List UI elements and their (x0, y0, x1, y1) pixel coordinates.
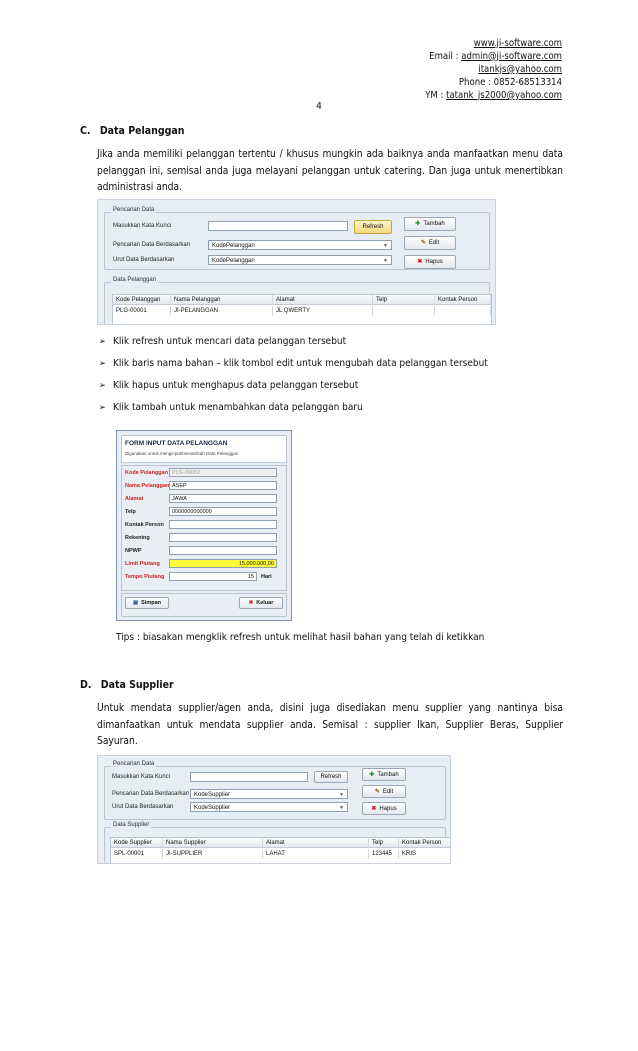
name-input[interactable]: ASEP (169, 481, 277, 490)
email-link[interactable]: admin@ji-software.com (461, 51, 562, 62)
x-icon: ✖ (371, 806, 377, 812)
section-d-title: Data Supplier (100, 679, 174, 691)
chevron-down-icon: ▼ (339, 805, 344, 811)
refresh-button[interactable]: Refresh (354, 220, 392, 234)
search-group-title: Pencarian Data (113, 761, 155, 767)
section-c-heading (80, 125, 185, 137)
section-d-letter: D. (80, 679, 92, 691)
field-label: Limit Piutang (125, 561, 160, 567)
sort-by-label: Urut Data Berdasarkan (112, 804, 174, 810)
ym-link[interactable]: tatank_js2000@yahoo.com (446, 90, 562, 101)
arrow-bullet-icon: ➢ (99, 403, 106, 413)
col-header[interactable]: Nama Supplier (163, 838, 263, 848)
col-header[interactable]: Alamat (273, 295, 373, 305)
col-header[interactable]: Telp (369, 838, 399, 848)
col-header[interactable]: Kode Pelanggan (113, 295, 171, 305)
phone-line: Phone : 0852-68513314 (458, 77, 562, 88)
credit-limit-input[interactable]: 15.000.000,00 (169, 559, 277, 568)
code-input[interactable]: PLG-00002 (169, 468, 277, 477)
search-group-title: Pencarian Data (113, 207, 155, 213)
form-subtitle: Digunakan untuk menginput/menambah Data Pelanggan (125, 451, 239, 456)
col-header[interactable]: Kode Supplier (111, 838, 163, 848)
field-label: Nama Pelanggan (125, 483, 170, 489)
pencil-icon: ✎ (374, 789, 380, 795)
cell: 123445 (369, 849, 399, 859)
chevron-down-icon: ▼ (383, 258, 388, 264)
email-line: Email : admin@ji-software.com (429, 51, 562, 62)
plus-icon: ✚ (415, 221, 421, 227)
phone-input[interactable]: 0000000000000 (169, 507, 277, 516)
sort-by-select[interactable]: KodeSupplier ▼ (190, 802, 348, 812)
account-input[interactable] (169, 533, 277, 542)
section-c-title: Data Pelanggan (99, 125, 185, 137)
supplier-screen (97, 755, 451, 864)
field-label: Tempo Piutang (125, 574, 165, 580)
cell: JL QWERTY (273, 306, 373, 316)
search-by-select[interactable]: KodePelanggan ▼ (208, 240, 392, 250)
contact-input[interactable] (169, 520, 277, 529)
supplier-table (110, 837, 451, 864)
add-button[interactable]: ✚ Tambah (362, 768, 406, 781)
refresh-button[interactable]: Refresh (314, 771, 348, 783)
address-input[interactable]: JAWA (169, 494, 277, 503)
list-group-title: Data Supplier (113, 822, 150, 828)
exit-button[interactable]: ✖ Keluar (239, 597, 283, 609)
col-header[interactable]: Kontak Person (399, 838, 451, 848)
customer-screen (97, 199, 496, 325)
keyword-label: Masukkan Kata Kunci (112, 774, 171, 780)
cell (435, 306, 491, 316)
field-label: Rekening (125, 535, 150, 541)
sort-by-select[interactable]: KodePelanggan ▼ (208, 255, 392, 265)
field-label: NPWP (125, 548, 142, 554)
section-d-intro: Untuk mendata supplier/agen anda, disini juga disediakan menu supplier yang nantinya bisa dimanfaatkan untuk mendata supplier anda. Semisal : supplier Ikan, Supplier Beras, Supplier Sayuran. (97, 703, 563, 747)
page-number: 4 (316, 101, 322, 112)
keyword-label: Masukkan Kata Kunci (113, 223, 172, 229)
col-header[interactable]: Kontak Person (435, 295, 491, 305)
website-link[interactable]: www.ji-software.com (473, 38, 562, 49)
search-by-label: Pencarian Data Berdasarkan (112, 791, 190, 797)
field-label: Telp (125, 509, 136, 515)
ym-line: YM : tatank_js2000@yahoo.com (425, 90, 562, 101)
search-by-label: Pencarian Data Berdasarkan (113, 242, 191, 248)
tips-text: Tips : biasakan mengklik refresh untuk melihat hasil bahan yang telah di ketikkan (116, 632, 485, 643)
edit-button[interactable]: ✎ Edit (404, 236, 456, 250)
x-icon: ✖ (417, 259, 423, 265)
keyword-input[interactable] (190, 772, 308, 782)
sort-by-label: Urut Data Berdasarkan (113, 257, 175, 263)
chevron-down-icon: ▼ (383, 243, 388, 249)
delete-button[interactable]: ✖ Hapus (362, 802, 406, 815)
cell: JI-PELANGGAN (171, 306, 273, 316)
keyword-input[interactable] (208, 221, 348, 231)
cell: SPL-00001 (111, 849, 163, 859)
npwp-input[interactable] (169, 546, 277, 555)
email2-link[interactable]: itankjs@yahoo.com (478, 64, 562, 75)
bullet-item: ➢ Klik tambah untuk menambahkan data pelanggan baru (99, 402, 363, 413)
delete-button[interactable]: ✖ Hapus (404, 255, 456, 269)
list-group-title: Data Pelanggan (113, 277, 157, 283)
field-label: Kode Pelanggan (125, 470, 169, 476)
cell (373, 306, 435, 316)
arrow-bullet-icon: ➢ (99, 381, 106, 391)
col-header[interactable]: Nama Pelanggan (171, 295, 273, 305)
pencil-icon: ✎ (420, 240, 426, 246)
bullet-item: ➢ Klik hapus untuk menghapus data pelanggan tersebut (99, 380, 359, 391)
cell: LAHAT (263, 849, 369, 859)
section-c-letter: C. (80, 125, 91, 137)
term-unit: Hari (261, 574, 272, 580)
arrow-bullet-icon: ➢ (99, 359, 106, 369)
section-d-heading (80, 679, 174, 691)
cell: KRIS (399, 849, 451, 859)
cell: PLG-00001 (113, 306, 171, 316)
form-title: FORM INPUT DATA PELANGGAN (125, 440, 228, 447)
customer-form (116, 430, 292, 621)
col-header[interactable]: Telp (373, 295, 435, 305)
cell: JI-SUPPLIER (163, 849, 263, 859)
customer-table (112, 294, 492, 325)
field-label: Kontak Person (125, 522, 164, 528)
credit-term-input[interactable]: 15 (169, 572, 257, 581)
save-button[interactable]: ▣ Simpan (125, 597, 169, 609)
search-by-select[interactable]: KodeSupplier ▼ (190, 789, 348, 799)
section-c-intro: Jika anda memiliki pelanggan tertentu / khusus mungkin ada baiknya anda manfaatkan menu data pelanggan ini, semisal anda juga melayani pelanggan untuk catering. Dan juga untuk menertibkan administrasi anda. (97, 149, 563, 193)
edit-button[interactable]: ✎ Edit (362, 785, 406, 798)
field-label: Alamat (125, 496, 144, 502)
bullet-item: ➢ Klik refresh untuk mencari data pelanggan tersebut (99, 336, 347, 347)
col-header[interactable]: Alamat (263, 838, 369, 848)
add-button[interactable]: ✚ Tambah (404, 217, 456, 231)
bullet-item: ➢ Klik baris nama bahan – klik tombol edit untuk mengubah data pelanggan tersebut (99, 358, 488, 369)
floppy-icon: ▣ (132, 600, 139, 606)
x-icon: ✖ (248, 600, 254, 606)
arrow-bullet-icon: ➢ (99, 337, 106, 347)
chevron-down-icon: ▼ (339, 792, 344, 798)
header-contact (425, 37, 562, 102)
plus-icon: ✚ (369, 772, 375, 778)
form-header (121, 435, 287, 463)
